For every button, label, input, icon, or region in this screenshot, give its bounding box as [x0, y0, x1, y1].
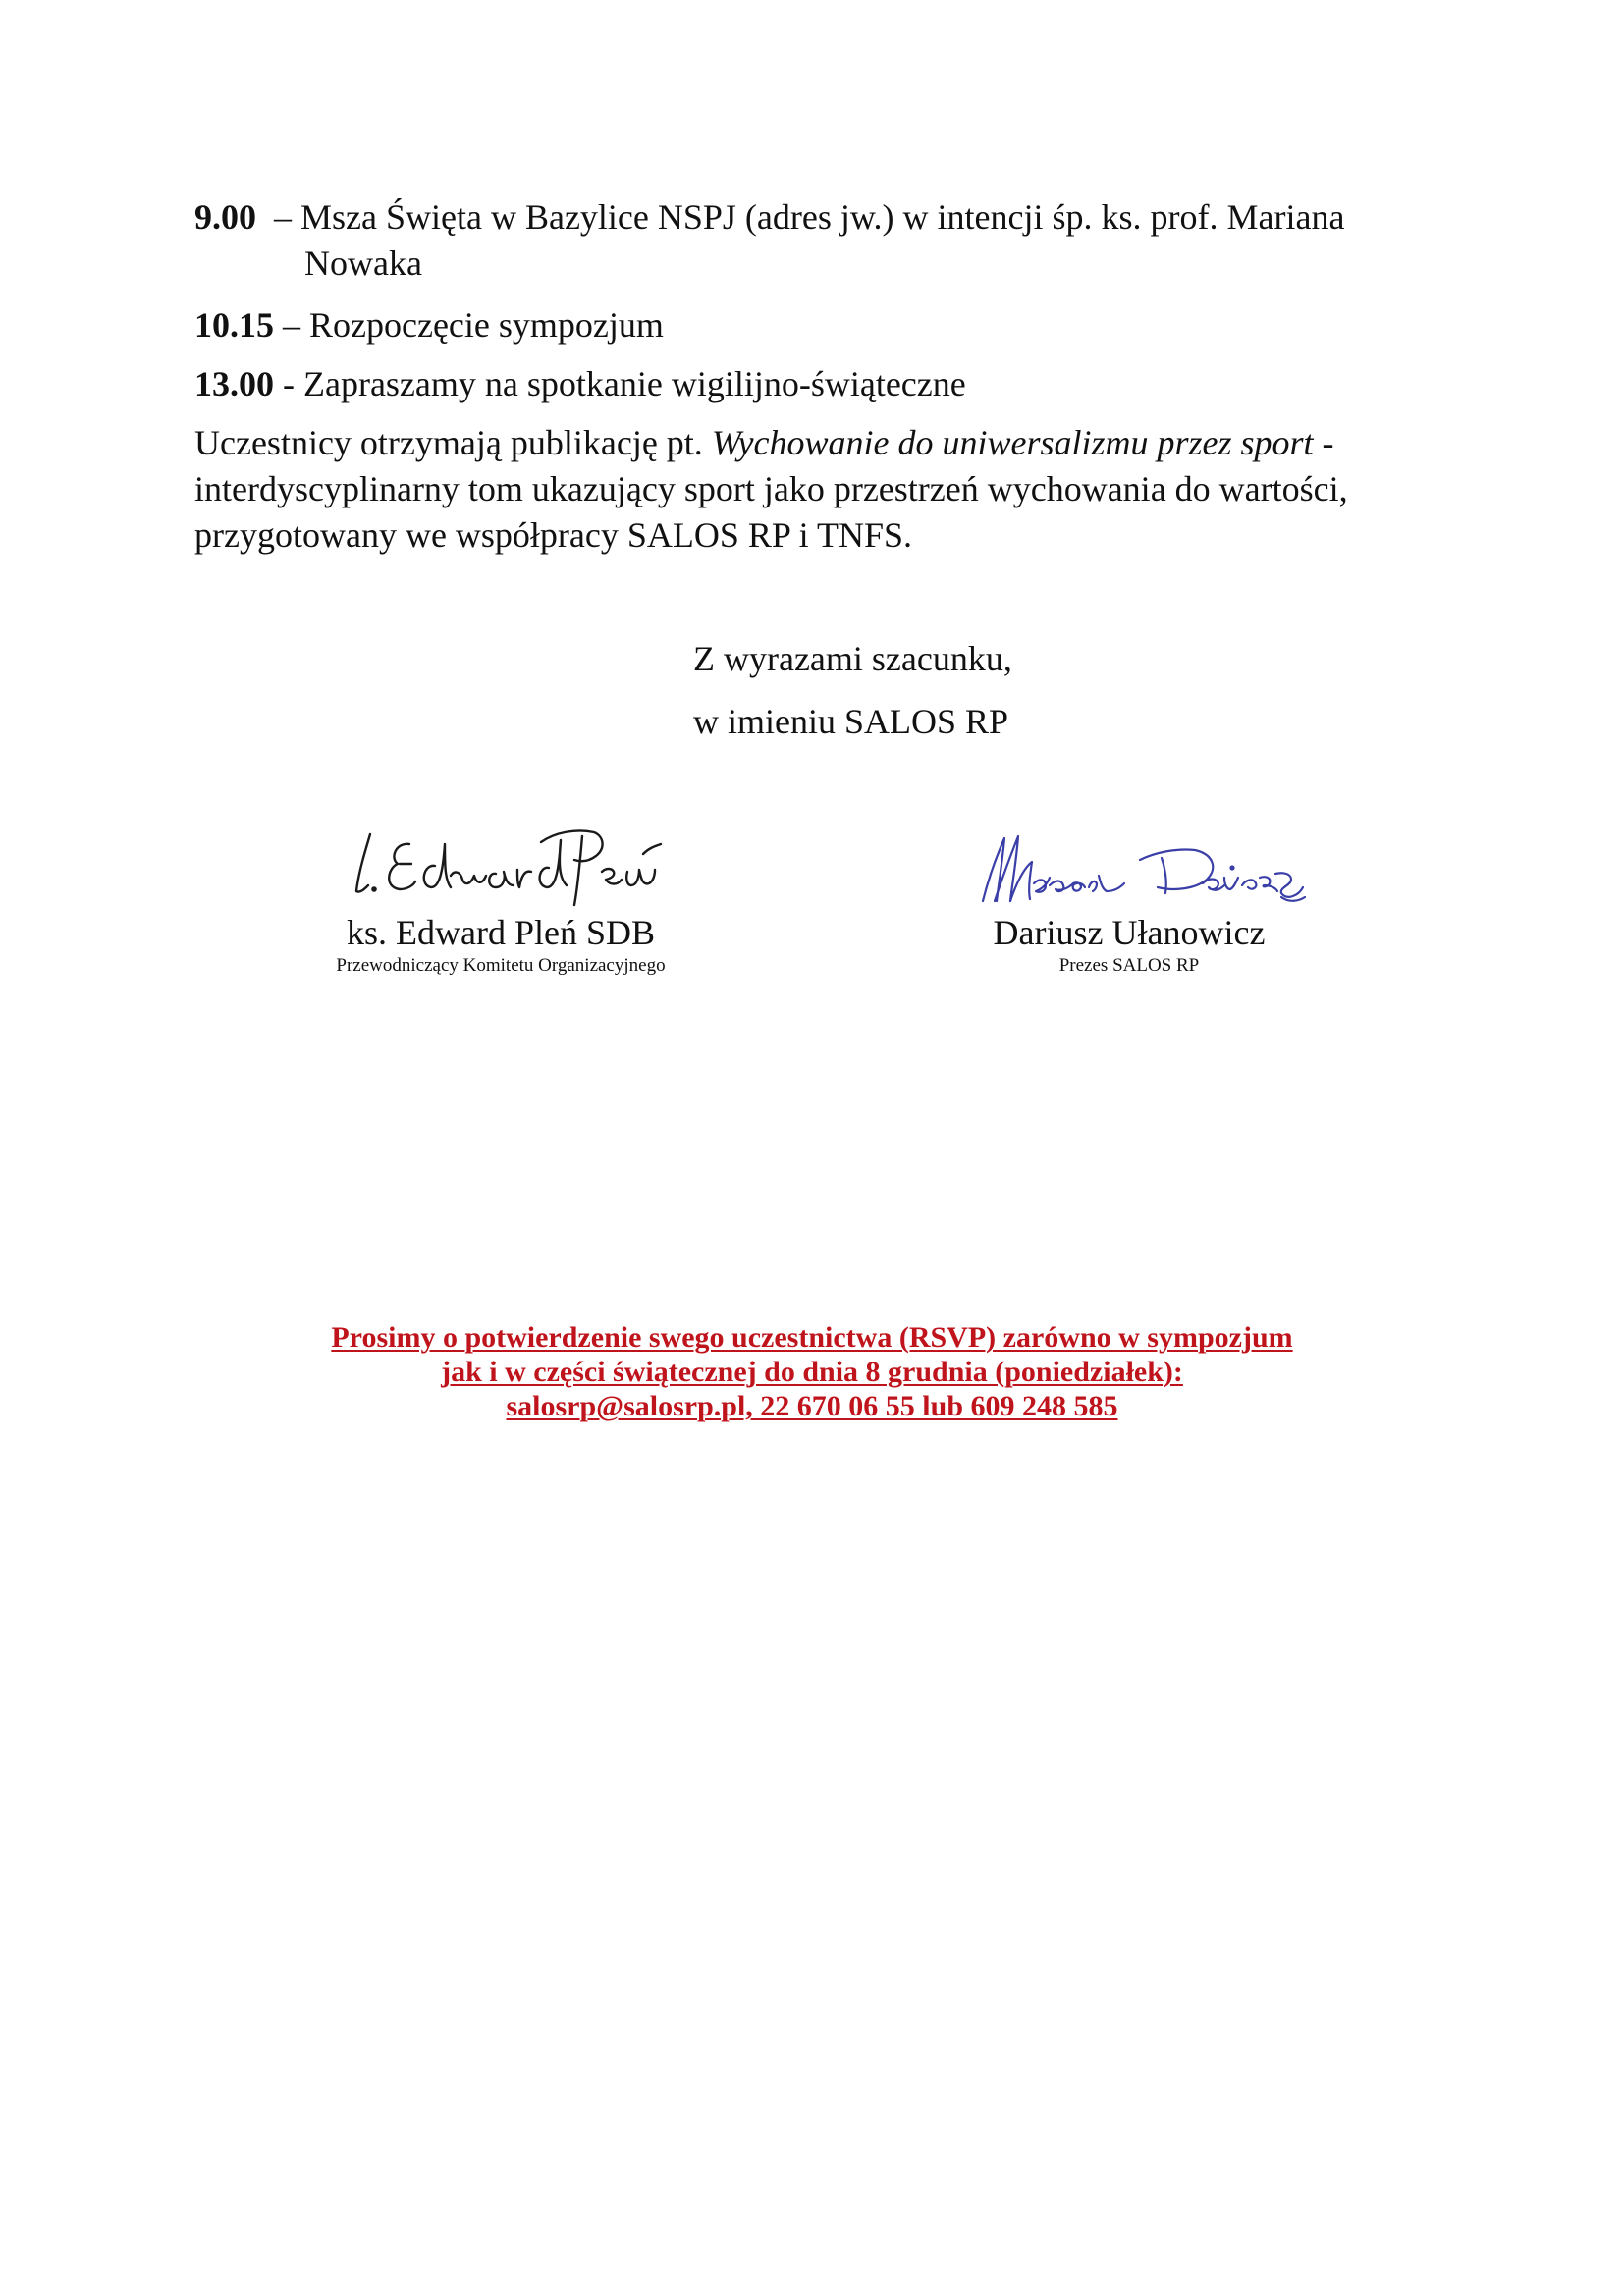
agenda-time: 9.00: [194, 197, 256, 237]
agenda-item-3: [194, 361, 966, 407]
agenda-text: – Rozpoczęcie sympozjum: [283, 305, 664, 345]
signatory-block-2: [943, 911, 1316, 978]
agenda-item-1-continuation: Nowaka: [304, 243, 422, 283]
signatory-block-1: [290, 911, 712, 978]
publication-line-1: [194, 420, 1334, 466]
rsvp-line-2: jak i w części świątecznej do dnia 8 grudnia (poniedziałek):: [441, 1356, 1183, 1388]
signatory-role: Prezes SALOS RP: [1058, 955, 1200, 976]
agenda-text: - Zapraszamy na spotkanie wigilijno-świąteczne: [283, 364, 966, 403]
publication-line-2: interdyscyplinarny tom ukazujący sport jako przestrzeń wychowania do wartości,: [194, 469, 1348, 508]
signatory-name: ks. Edward Pleń SDB: [347, 913, 655, 952]
rsvp-notice: [0, 1320, 1624, 1423]
publication-title: Wychowanie do uniwersalizmu przez sport: [711, 423, 1314, 462]
rsvp-contact[interactable]: salosrp@salosrp.pl, 22 670 06 55 lub 609 248 585: [506, 1390, 1118, 1422]
closing-line-2: w imieniu SALOS RP: [693, 702, 1009, 741]
agenda-item-1: [194, 194, 1344, 240]
rsvp-line-1: Prosimy o potwierdzenie swego uczestnictwa (RSVP) zarówno w sympozjum: [331, 1321, 1293, 1354]
signature-edward-plen: [349, 815, 673, 913]
publication-intro: Uczestnicy otrzymają publikację pt.: [194, 423, 703, 462]
publication-line-3: przygotowany we współpracy SALOS RP i TNFS.: [194, 515, 912, 555]
signatory-role: Przewodniczący Komitetu Organizacyjnego: [336, 955, 666, 976]
agenda-time: 10.15: [194, 305, 274, 345]
closing-line-1: Z wyrazami szacunku,: [693, 639, 1012, 678]
signatory-name: Dariusz Ułanowicz: [993, 913, 1266, 952]
signature-dariusz-ulanowicz: [967, 823, 1311, 913]
agenda-item-2: [194, 302, 664, 348]
agenda-text: – Msza Święta w Bazylice NSPJ (adres jw.) w intencji śp. ks. prof. Mariana: [274, 197, 1345, 237]
publication-dash: -: [1313, 423, 1334, 462]
agenda-time: 13.00: [194, 364, 274, 403]
